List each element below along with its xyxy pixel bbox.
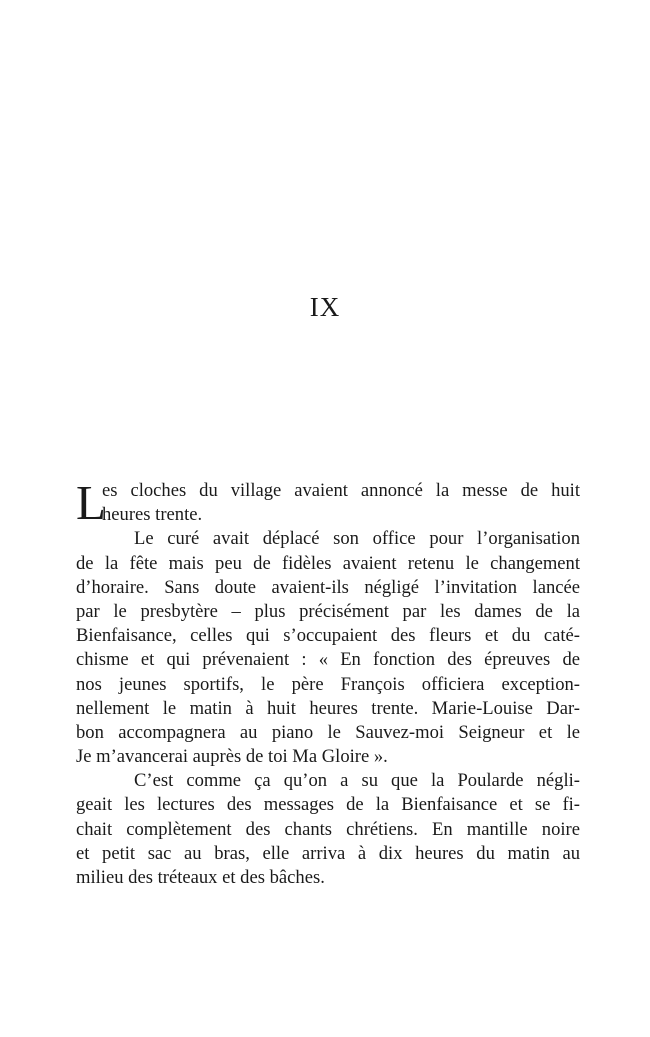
paragraph-2 (76, 527, 580, 769)
text-line: nos jeunes sportifs, le père François officiera exception- (76, 673, 580, 695)
text-line: milieu des tréteaux et des bâches. (76, 867, 325, 889)
drop-cap: L (76, 475, 106, 530)
text-line: par le presbytère – plus précisément par les dames de la (76, 600, 580, 622)
text-line: chait complètement des chants chrétiens. En mantille noire (76, 818, 580, 840)
text-line: chisme et qui prévenaient : « En fonction des épreuves de (76, 649, 580, 671)
text-line: bon accompagnera au piano le Sauvez-moi Seigneur et le (76, 721, 580, 743)
text-line: heures trente. (102, 504, 203, 526)
text-line: nellement le matin à huit heures trente. Marie-Louise Dar- (76, 697, 580, 719)
text-line: geait les lectures des messages de la Bienfaisance et se fi- (76, 794, 580, 816)
paragraph-3 (76, 769, 580, 890)
text-line: d’horaire. Sans doute avaient-ils négligé l’invitation lancée (76, 576, 580, 598)
text-line: Le curé avait déplacé son office pour l’organisation (134, 528, 580, 550)
chapter-heading: IX (309, 292, 341, 322)
text-line: de la fête mais peu de fidèles avaient retenu le changement (76, 552, 580, 574)
text-line: C’est comme ça qu’on a su que la Poularde négli- (134, 770, 580, 792)
text-line: Je m’avancerai auprès de toi Ma Gloire ». (76, 746, 388, 768)
text-line: et petit sac au bras, elle arriva à dix heures du matin au (76, 842, 580, 864)
text-line: Bienfaisance, celles qui s’occupaient des fleurs et du caté- (76, 625, 580, 647)
text-line: es cloches du village avaient annoncé la messe de huit (102, 480, 580, 501)
body-text (76, 475, 580, 890)
paragraph-1 (76, 475, 580, 530)
